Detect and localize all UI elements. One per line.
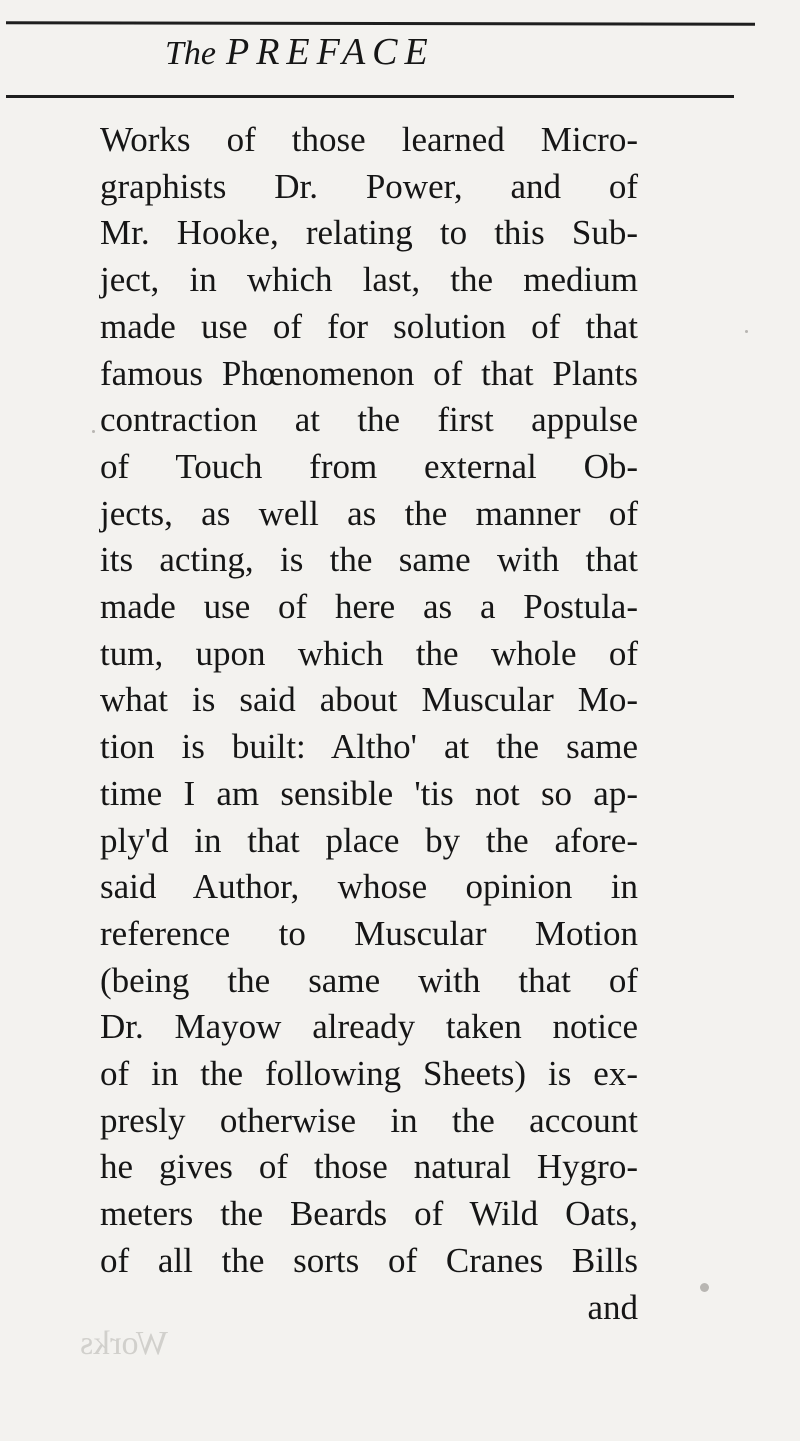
body-text: [100, 117, 638, 1331]
text-line: of Touch from external Ob-: [100, 446, 638, 486]
text-line: meters the Beards of Wild Oats,: [100, 1194, 638, 1234]
text-line: Mr. Hooke, relating to this Sub-: [100, 213, 638, 253]
text-line: graphists Dr. Power, and of: [100, 166, 638, 206]
running-head-title: PREFACE: [226, 31, 435, 73]
running-head-article: The: [165, 35, 216, 72]
text-line: of all the sorts of Cranes Bills: [100, 1240, 638, 1280]
text-line: Works of those learned Micro-: [100, 120, 638, 159]
paper-speck: [745, 330, 748, 333]
paper-speck: [92, 430, 95, 433]
head-rule: [6, 95, 734, 98]
text-line: ject, in which last, the medium: [100, 260, 638, 300]
text-line: Dr. Mayow already taken notice: [100, 1007, 638, 1047]
text-line: he gives of those natural Hygro-: [100, 1147, 638, 1187]
text-line: contraction at the first appulse: [100, 400, 638, 440]
catchword: and: [587, 1287, 638, 1327]
running-head: [165, 30, 435, 74]
text-line: said Author, whose opinion in: [100, 867, 638, 907]
text-line: presly otherwise in the account: [100, 1100, 638, 1140]
text-line: ply'd in that place by the afore-: [100, 820, 638, 860]
text-line: what is said about Muscular Mo-: [100, 680, 638, 720]
text-line: tion is built: Altho' at the same: [100, 727, 638, 767]
text-line: made use of for solution of that: [100, 306, 638, 346]
paper-speck: [700, 1283, 709, 1292]
text-line: of in the following Sheets) is ex-: [100, 1054, 638, 1094]
text-line: reference to Muscular Motion: [100, 913, 638, 953]
text-line: made use of here as a Postula-: [100, 587, 638, 627]
text-line: time I am sensible 'tis not so ap-: [100, 773, 638, 813]
text-line: (being the same with that of: [100, 960, 638, 1000]
text-line: famous Phœnomenon of that Plants: [100, 353, 638, 393]
text-line: tum, upon which the whole of: [100, 633, 638, 673]
text-line: its acting, is the same with that: [100, 540, 638, 580]
text-line: jects, as well as the manner of: [100, 493, 638, 533]
top-rule: [6, 21, 755, 26]
show-through-text: Works: [80, 1325, 168, 1362]
